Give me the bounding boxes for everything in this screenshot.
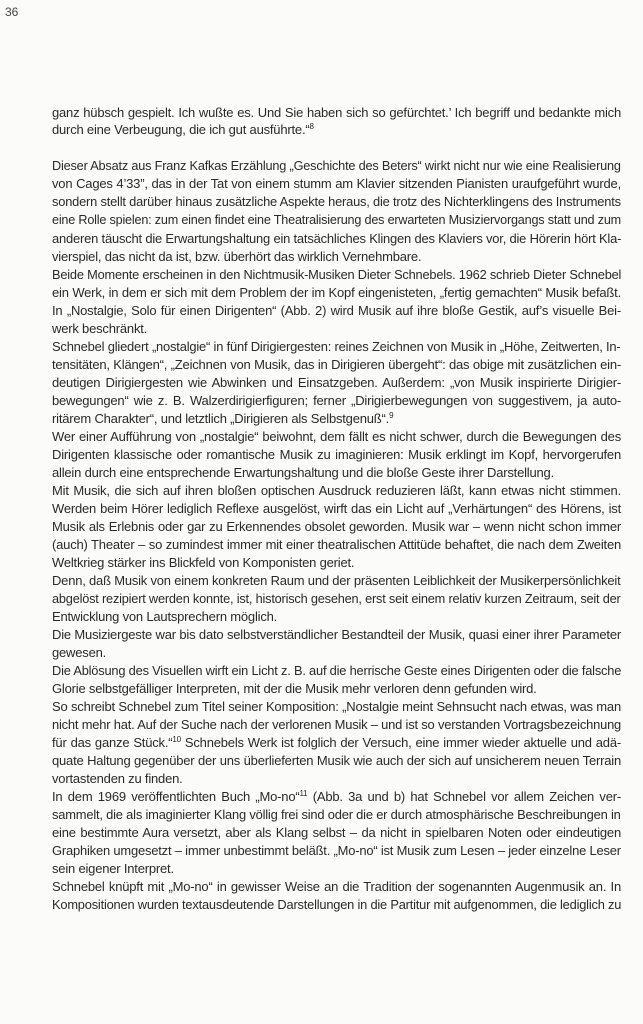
text-line xyxy=(52,897,621,913)
text-line xyxy=(52,285,621,301)
line-text: Denn, daß Musik von einem konkreten Raum und der präsenten Leiblichkeit der Musikerpersönlichkeit xyxy=(52,573,621,588)
text-line xyxy=(52,339,621,355)
line-text: deutigen Dirigiergesten wie Abwinken und Einsatzgeben. Außerdem: „von Musik inspirierte Dirigier- xyxy=(52,375,621,390)
line-text: sein eigener Interpret. xyxy=(52,861,174,876)
line-text: vortastenden zu finden. xyxy=(52,771,183,786)
text-line xyxy=(52,321,621,337)
text-line xyxy=(52,447,621,463)
line-text: (auch) Theater – so zumindest immer mit einer theatralischen Attitüde behaftet, die nach dem Zweiten xyxy=(52,537,621,552)
text-line xyxy=(52,591,621,607)
text-line xyxy=(52,501,621,517)
line-text: gewesen. xyxy=(52,645,107,660)
line-text: Glorie selbstgefälliger Interpreten, mit der die Musik mehr verloren denn gefunden wird. xyxy=(52,681,537,696)
footnote-reference: 8 xyxy=(309,122,314,131)
line-text: sondern stellt darüber hinaus zusätzliche Aspekte heraus, die trotz des Nichterklingens des Instruments xyxy=(52,194,621,209)
line-text: tensitäten, Klängen“, „Zeichnen von Musik, das in Dirigieren übergeht“: das obige mit zusätzlichen ein- xyxy=(52,357,621,372)
text-line xyxy=(52,267,621,283)
line-text: Schnebel gliedert „nostalgie“ in fünf Dirigiergesten: reines Zeichnen von Musik in „Höhe, Zeitwerten, In- xyxy=(52,339,621,354)
line-text: ein Werk, in dem er sich mit dem Problem der im Kopf eingenisteten, „fertig gemachten“ Musik befaßt. xyxy=(52,285,621,300)
line-text: Entwicklung von Lautsprechern möglich. xyxy=(52,609,278,624)
text-line xyxy=(52,357,621,373)
text-line xyxy=(52,825,621,841)
line-text: So schreibt Schnebel zum Titel seiner Komposition: „Nostalgie meint Sehnsucht nach etwas, was man xyxy=(52,699,621,714)
text-line xyxy=(52,393,621,409)
footnote-reference: 11 xyxy=(299,789,308,798)
line-text: quate Haltung gegenüber der uns überlieferten Musik wie auch der sich auf unsicherem neuen Terrain xyxy=(52,753,621,768)
line-text: ritärem Charakter“, und letztlich „Dirigieren als Selbstgenuß“. xyxy=(52,411,390,426)
text-line xyxy=(52,158,621,174)
text-line xyxy=(52,681,621,697)
text-line xyxy=(52,663,621,679)
text-line xyxy=(52,861,621,877)
text-line xyxy=(52,176,621,192)
line-text-continued: Schnebels Werk ist folglich der Versuch, eine immer wieder aktuelle und adä- xyxy=(180,735,621,750)
text-line xyxy=(52,735,621,751)
line-text: abgelöst rezipiert werden konnte, ist, historisch gesehen, erst seit einem relativ kurzen Zeitraum, seit der xyxy=(52,591,621,606)
text-line xyxy=(52,771,621,787)
text-line xyxy=(52,105,621,121)
line-text: Die Musiziergeste war bis dato selbstverständlicher Bestandteil der Musik, quasi einer ihrer Parameter xyxy=(52,627,621,642)
text-line xyxy=(52,879,621,895)
text-line xyxy=(52,573,621,589)
line-text: allein durch eine entsprechende Erwartungshaltung und die bloße Geste ihrer Darstellung. xyxy=(52,465,554,480)
text-line xyxy=(52,303,621,319)
line-text: sammelt, die als imaginierter Klang völlig frei sind oder die er durch atmosphärische Beschreibungen in xyxy=(52,807,621,822)
text-line xyxy=(52,699,621,715)
line-text: Die Ablösung des Visuellen wirft ein Licht z. B. auf die herrische Geste eines Dirigenten oder die falsche xyxy=(52,663,622,678)
line-text: Mit Musik, die sich auf ihren bloßen optischen Ausdruck reduzieren läßt, kann etwas nicht stimmen. xyxy=(52,483,621,498)
text-line xyxy=(52,753,621,769)
line-text: vierspiel, das nicht da ist, bzw. überhört das wirklich Vernehmbare. xyxy=(52,249,422,264)
line-text-continued: (Abb. 3a und b) hat Schnebel vor allem Zeichen ver- xyxy=(307,789,621,804)
line-text: durch eine Verbeugung, die ich gut ausführte.“ xyxy=(52,122,310,137)
text-line xyxy=(52,483,621,499)
line-text: werk beschränkt. xyxy=(52,321,148,336)
page-number: 36 xyxy=(5,5,19,19)
text-line xyxy=(52,609,621,625)
line-text: bewegungen“ wie z. B. Walzerdirigierfiguren; ferner „Dirigierbewegungen von suggestivem, ja auto- xyxy=(52,393,621,408)
line-text: nicht mehr hat. Auf der Suche nach der verlorenen Musik – und ist so verstanden Vortragsbezeichnung xyxy=(52,717,622,732)
text-line xyxy=(52,519,621,535)
line-text: eine Rolle spielen: zum einen findet eine Theatralisierung des erwarteten Musiziervorgangs statt und zum xyxy=(52,212,621,227)
line-text: Weltkrieg stärker ins Blickfeld von Komponisten geriet. xyxy=(52,555,355,570)
line-text: Werden beim Hörer lediglich Reflexe ausgelöst, wirft das ein Licht auf „Verhärtungen“ des Hörens, ist xyxy=(52,501,621,516)
text-line xyxy=(52,212,621,228)
line-text: Graphiken umgesetzt – immer unbestimmt beläßt. „Mo-no“ ist Musik zum Lesen – jeder einzelne Leser xyxy=(52,843,621,858)
text-line xyxy=(52,537,621,553)
line-text: Dirigenten klassische oder romantische Musik zu imaginieren: Musik erklingt im Kopf, hervorgerufen xyxy=(52,447,621,462)
line-text: anderen täuscht die Erwartungshaltung ein tatsächliches Klingen des Klaviers vor, die Hörerin hört Kla- xyxy=(52,231,622,246)
text-line xyxy=(52,122,621,138)
text-line xyxy=(52,194,621,210)
text-line xyxy=(52,717,621,733)
text-line xyxy=(52,789,621,805)
line-text: eine bestimmte Aura versetzt, aber als Klang selbst – da nicht in spielbaren Noten oder eindeutigen xyxy=(52,825,621,840)
text-line xyxy=(52,645,621,661)
line-text: Wer einer Aufführung von „nostalgie“ beiwohnt, dem fällt es nicht schwer, durch die Bewegungen des xyxy=(52,429,621,444)
text-line xyxy=(52,843,621,859)
text-line xyxy=(52,555,621,571)
text-line xyxy=(52,627,621,643)
line-text: In dem 1969 veröffentlichten Buch „Mo-no“ xyxy=(52,789,300,804)
line-text: In „Nostalgie, Solo für einen Dirigenten“ (Abb. 2) wird Musik auf ihre bloße Gestik, auf’s visuelle Bei- xyxy=(52,303,621,318)
text-line xyxy=(52,429,621,445)
text-line xyxy=(52,231,621,247)
line-text: Dieser Absatz aus Franz Kafkas Erzählung „Geschichte des Beters“ wirkt nicht nur wie eine Realisierung xyxy=(52,158,621,173)
text-line xyxy=(52,465,621,481)
line-text: Schnebel knüpft mit „Mo-no“ in gewisser Weise an die Tradition der sogenannten Augenmusik an. In xyxy=(52,879,621,894)
line-text: ganz hübsch gespielt. Ich wußte es. Und Sie haben sich so gefürchtet.’ Ich begriff und bedankte mich xyxy=(52,105,621,120)
footnote-reference: 9 xyxy=(389,411,394,420)
text-line xyxy=(52,375,621,391)
line-text: Beide Momente erscheinen in den Nichtmusik-Musiken Dieter Schnebels. 1962 schrieb Dieter Schnebel xyxy=(52,267,622,282)
text-line xyxy=(52,411,621,427)
line-text: Kompositionen wurden textausdeutende Darstellungen in die Partitur mit aufgenommen, die lediglich zu xyxy=(52,897,622,912)
text-line xyxy=(52,807,621,823)
line-text: Musik als Erlebnis oder gar zu Erkennendes obsolet geworden. Musik war – wenn nicht schon immer xyxy=(52,519,621,534)
footnote-reference: 10 xyxy=(172,735,181,744)
text-line xyxy=(52,249,621,265)
line-text: von Cages 4’33”, das in der Tat von einem stumm am Klavier sitzenden Pianisten uraufgeführt wurde, xyxy=(52,176,621,191)
line-text: für das ganze Stück.“ xyxy=(52,735,173,750)
